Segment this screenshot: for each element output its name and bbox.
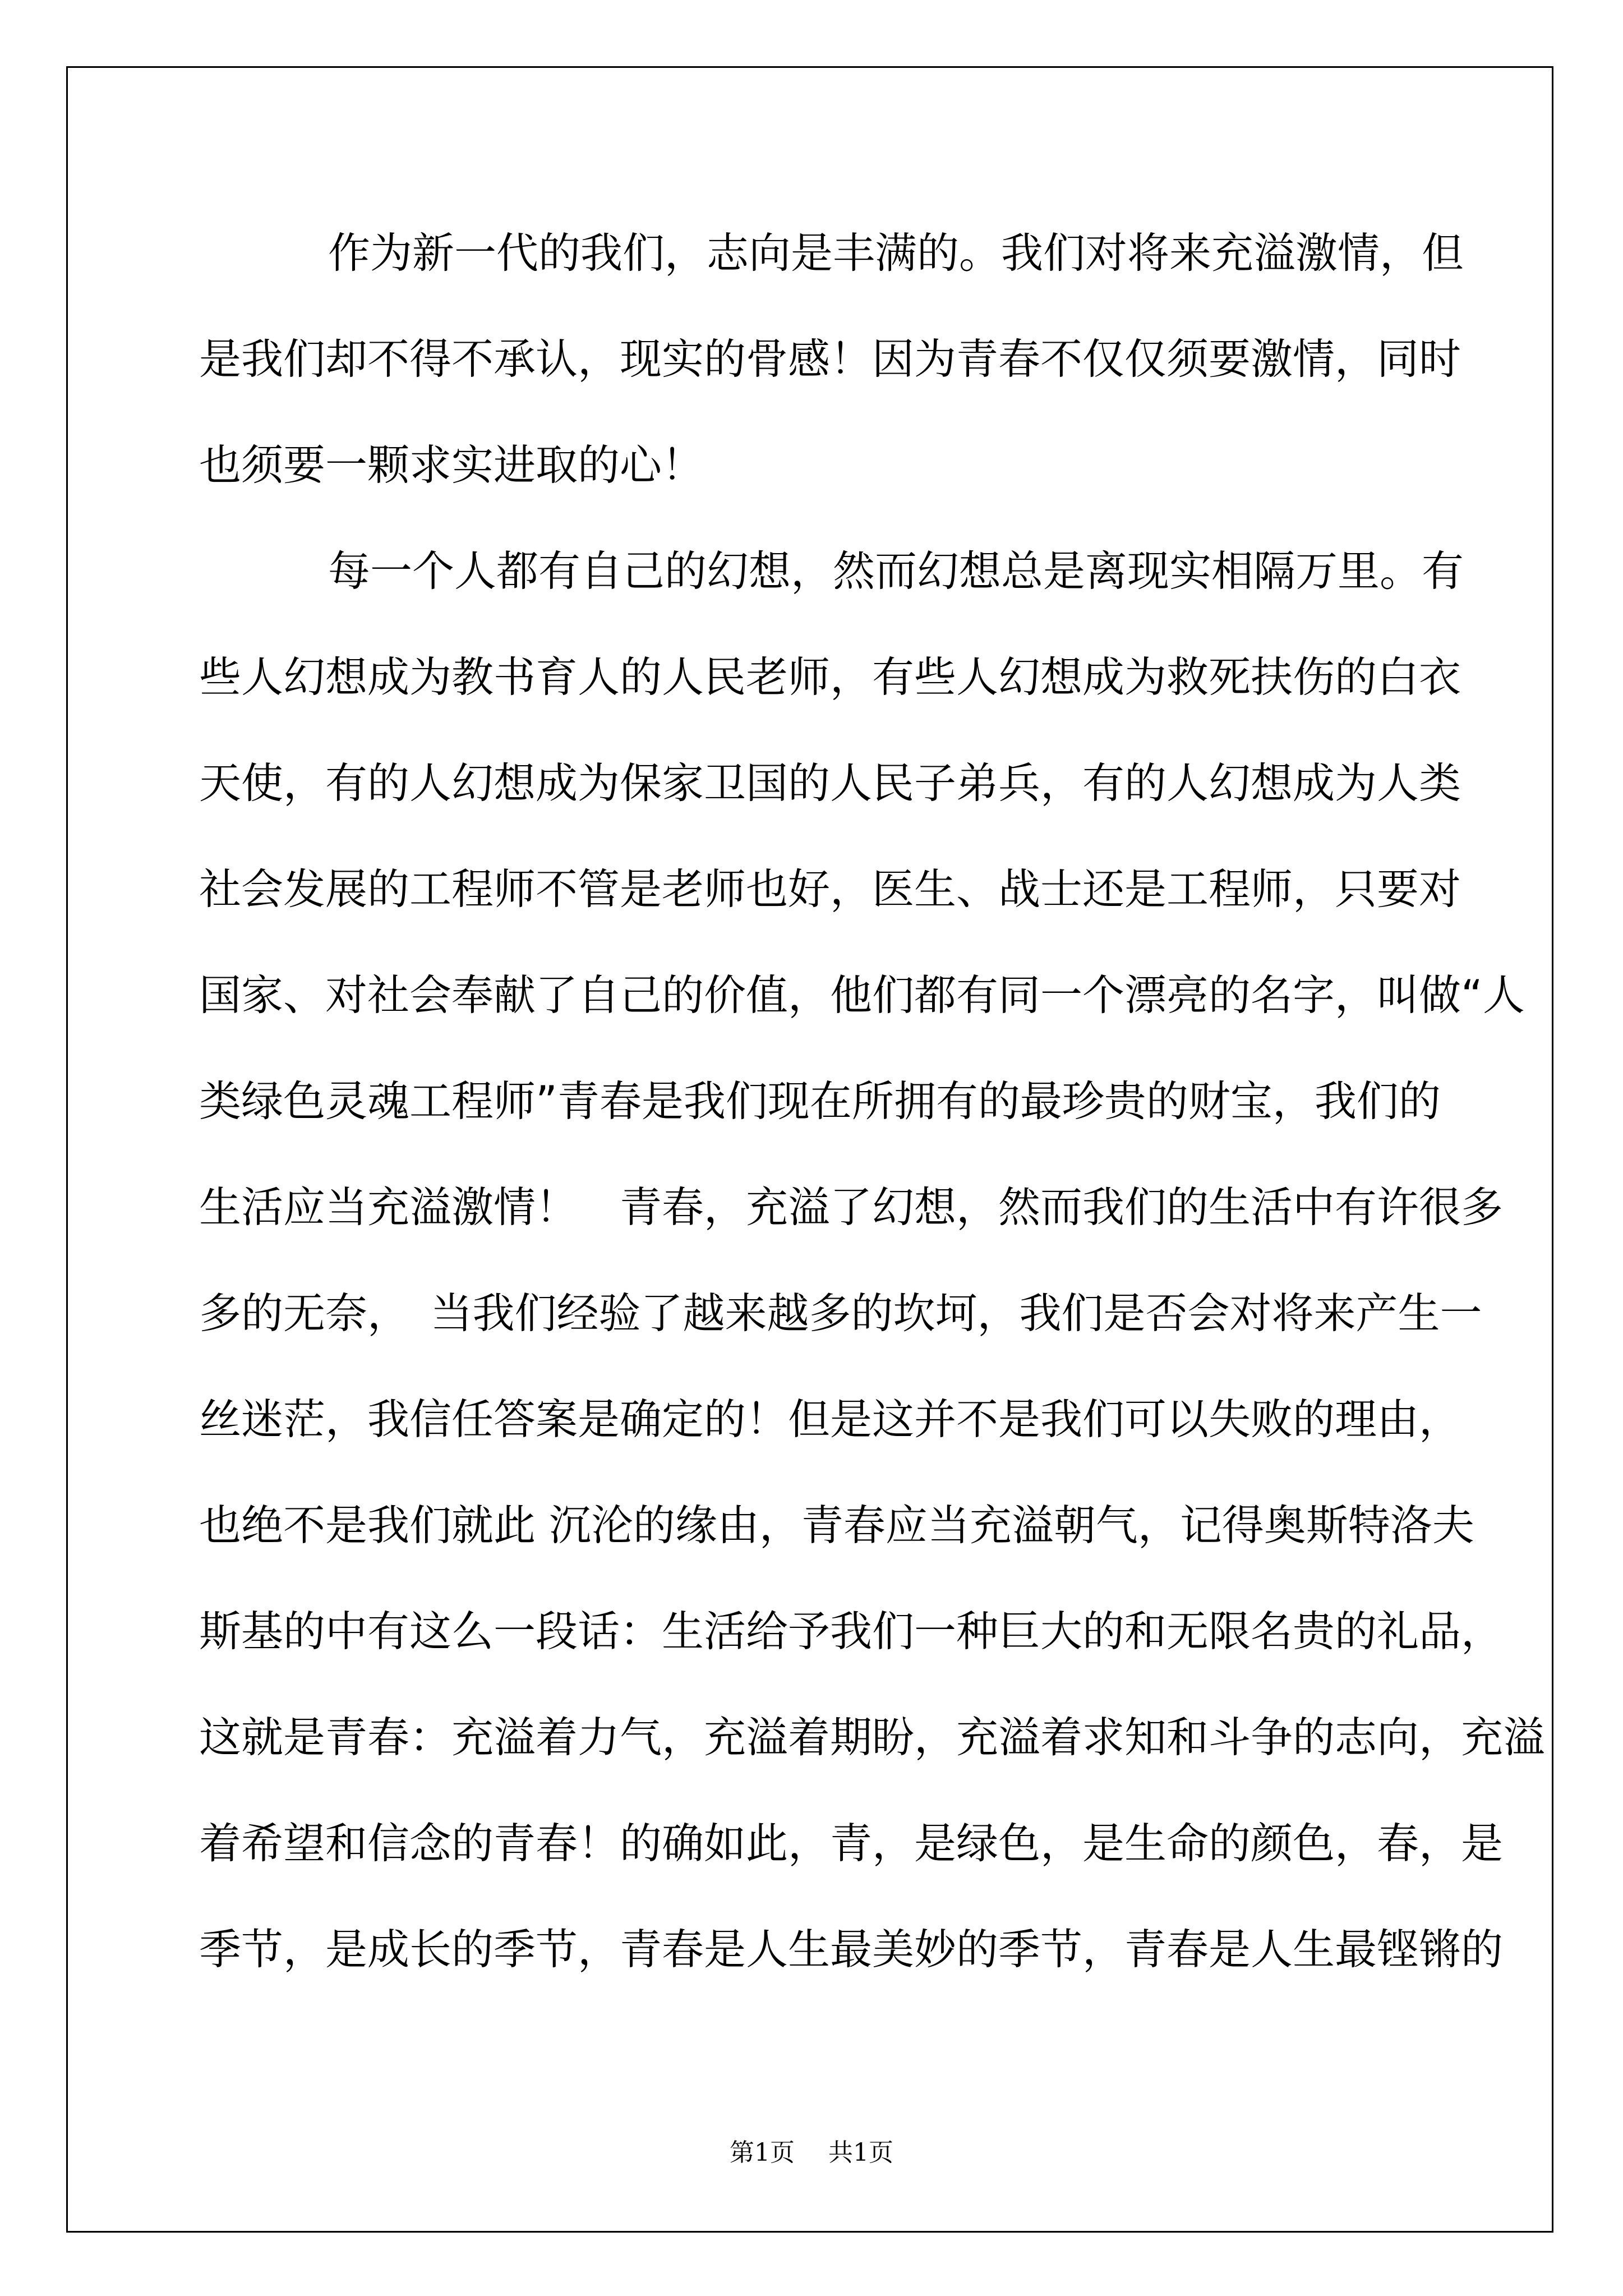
paragraph-2-line-11: 斯基的中有这么一段话：生活给予我们一种巨大的和无限名贵的礼品， bbox=[199, 1607, 1504, 1656]
paragraph-2-line-3: 天使，有的人幻想成为保家卫国的人民子弟兵，有的人幻想成为人类 bbox=[199, 758, 1461, 808]
paragraph-2-line-8: 多的无奈， 当我们经验了越来越多的坎坷，我们是否会对将来产生一 bbox=[199, 1289, 1482, 1338]
paragraph-2-line-14: 季节，是成长的季节，青春是人生最美妙的季节，青春是人生最铿锵的 bbox=[199, 1925, 1504, 1974]
paragraph-2-line-2: 些人幻想成为教书育人的人民老师，有些人幻想成为救死扶伤的白衣 bbox=[199, 652, 1461, 702]
paragraph-2-line-12: 这就是青春：充溢着力气，充溢着期盼，充溢着求知和斗争的志向，充溢 bbox=[199, 1713, 1546, 1762]
paragraph-2-line-1: 每一个人都有自己的幻想，然而幻想总是离现实相隔万里。有 bbox=[328, 546, 1464, 596]
page-footer bbox=[0, 2136, 1623, 2170]
page-total-label: 共1页 bbox=[828, 2138, 893, 2167]
paragraph-2-line-4: 社会发展的工程师不管是老师也好，医生、战士还是工程师，只要对 bbox=[199, 864, 1461, 914]
paragraph-2-line-7: 生活应当充溢激情！ 青春，充溢了幻想，然而我们的生活中有许很多 bbox=[199, 1182, 1504, 1232]
paragraph-1-line-1: 作为新一代的我们，志向是丰满的。我们对将来充溢激情，但 bbox=[328, 228, 1464, 278]
paragraph-2-line-13: 着希望和信念的青春！的确如此，青，是绿色，是生命的颜色，春，是 bbox=[199, 1819, 1504, 1868]
paragraph-1-line-3: 也须要一颗求实进取的心！ bbox=[199, 440, 704, 490]
page-number-label: 第1页 bbox=[730, 2138, 795, 2167]
paragraph-1-line-2: 是我们却不得不承认，现实的骨感！因为青春不仅仅须要激情，同时 bbox=[199, 334, 1461, 384]
paragraph-2-line-9: 丝迷茫，我信任答案是确定的！但是这并不是我们可以失败的理由， bbox=[199, 1395, 1461, 1444]
paragraph-2-line-10: 也绝不是我们就此 沉沦的缘由，青春应当充溢朝气，记得奥斯特洛夫 bbox=[199, 1501, 1474, 1550]
paragraph-2-line-6: 类绿色灵魂工程师”青春是我们现在所拥有的最珍贵的财宝，我们的 bbox=[199, 1076, 1441, 1126]
document-body bbox=[199, 219, 1546, 2021]
paragraph-2-line-5: 国家、对社会奉献了自己的价值，他们都有同一个漂亮的名字，叫做“人 bbox=[199, 970, 1525, 1020]
